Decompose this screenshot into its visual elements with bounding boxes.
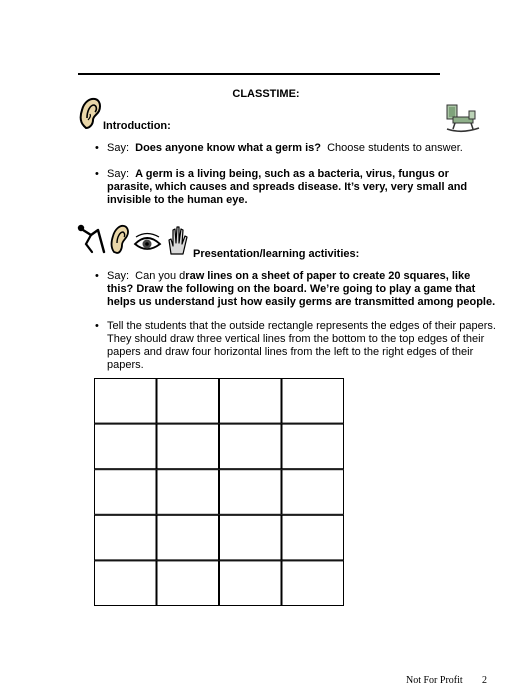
grid-square <box>282 424 344 469</box>
grid-square <box>157 379 219 424</box>
presentation-label: Presentation/learning activities: <box>193 248 360 260</box>
activity-icons <box>76 222 190 256</box>
bullet-bold-text: A germ is a living being, such as a bacteria, virus, fungus or parasite, which causes and spreads disease. It’s very, very small and invisible to the human eye. <box>107 168 468 206</box>
bullet-marker: • <box>95 320 99 332</box>
bullet-marker: • <box>95 168 99 180</box>
grid-square <box>220 379 282 424</box>
rocking-chair-icon <box>443 103 481 133</box>
grid-square <box>220 515 282 560</box>
grid-square <box>95 470 157 515</box>
bullet-bold-text: raw lines on a sheet of paper to create 20 squares, like this? Draw the following on the board. We’re going to play a game that helps us understand just how easily germs are transmitted among people. <box>107 270 496 308</box>
bullet-marker: • <box>95 270 99 282</box>
top-rule <box>78 73 440 75</box>
ear-icon <box>78 96 102 130</box>
bullet-bold-text: Does anyone know what a germ is? <box>135 142 321 154</box>
stretching-person-icon <box>78 225 104 252</box>
grid-square <box>220 561 282 606</box>
grid-square <box>282 515 344 560</box>
page-footer <box>406 675 526 686</box>
classtime-heading: CLASSTIME: <box>232 88 300 100</box>
grid-square <box>95 379 157 424</box>
grid-square <box>282 561 344 606</box>
ear-icon <box>112 226 128 253</box>
grid-square <box>220 424 282 469</box>
say-label: Say: <box>107 142 130 154</box>
intro-bullet-2 <box>107 168 497 207</box>
grid-square <box>95 515 157 560</box>
grid-square <box>157 515 219 560</box>
eye-icon <box>135 234 160 250</box>
grid-square <box>220 470 282 515</box>
squares-grid <box>94 378 344 606</box>
page-number: 2 <box>482 675 487 686</box>
say-label: Say: <box>107 270 130 282</box>
grid-square <box>157 470 219 515</box>
bullet-text: Choose students to answer. <box>327 142 463 154</box>
grid-square <box>95 424 157 469</box>
bullet-marker: • <box>95 142 99 154</box>
presentation-bullet-2 <box>107 320 497 372</box>
say-label: Say: <box>107 168 130 180</box>
grid-square <box>157 424 219 469</box>
grid-square <box>157 561 219 606</box>
grid-square <box>95 561 157 606</box>
intro-bullet-1 <box>107 142 497 155</box>
grid-square <box>282 379 344 424</box>
footer-text: Not For Profit <box>406 675 463 686</box>
bullet-text: Can you d <box>135 270 186 282</box>
presentation-bullet-1 <box>107 270 497 309</box>
introduction-label: Introduction: <box>103 120 171 132</box>
hand-icon <box>169 227 187 254</box>
grid-square <box>282 470 344 515</box>
bullet-text: Tell the students that the outside rectangle represents the edges of their papers. They should draw three vertical lines from the bottom to the top edges of their papers and draw four horizontal lines from the left to the right edges of their papers. <box>107 320 496 371</box>
